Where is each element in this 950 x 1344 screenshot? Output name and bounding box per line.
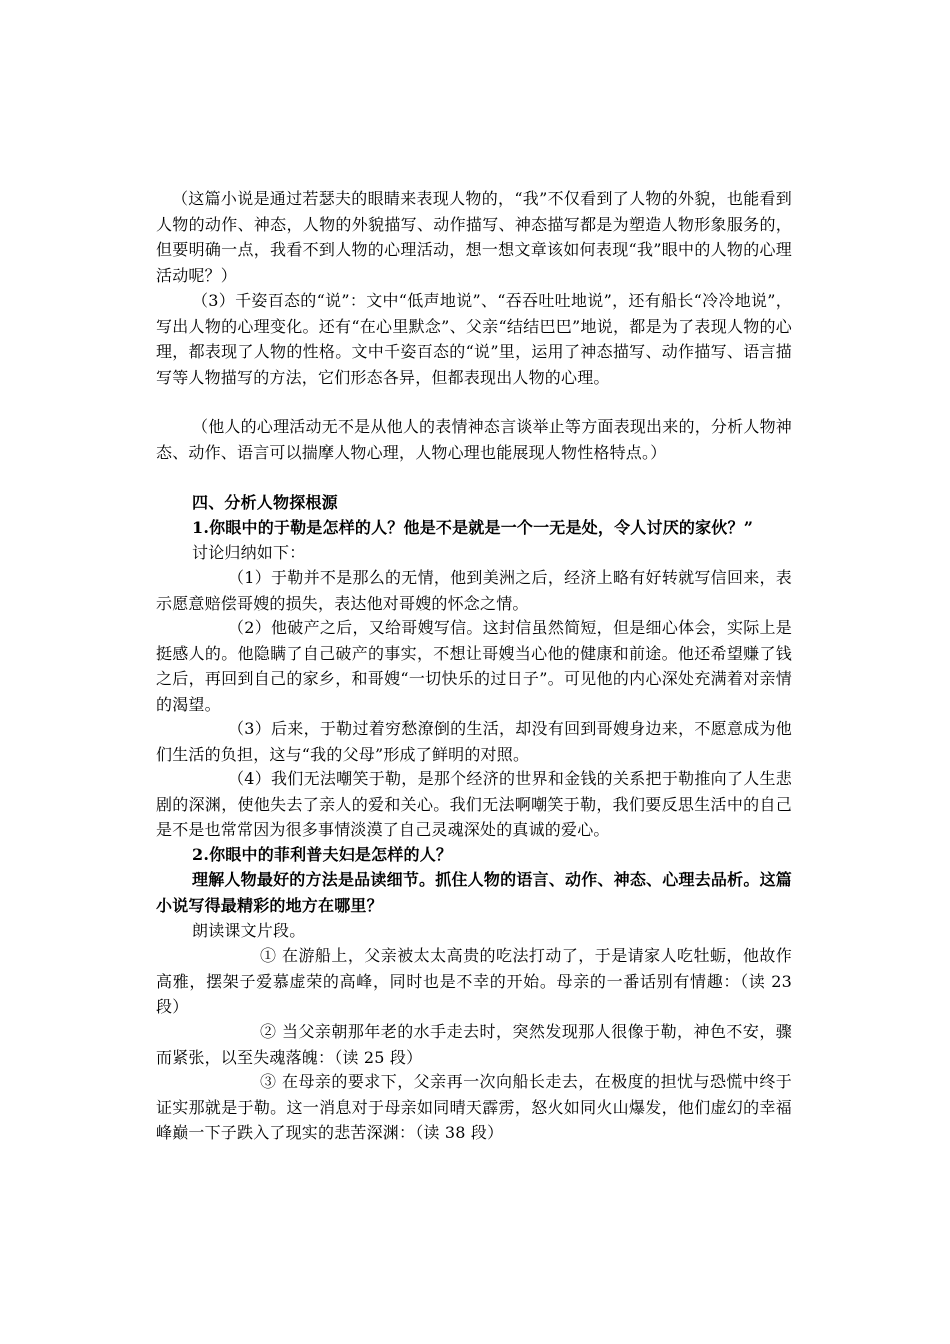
discussion-label: 讨论归纳如下： — [192, 543, 306, 562]
method-paragraph: 理解人物最好的方法是品读细节。抓住人物的语言、动作、神态、心理去品析。这篇小说写得最精彩的地方在哪里？ — [156, 870, 792, 915]
answer-item-4: （4）我们无法嘲笑于勒，是那个经济的世界和金钱的关系把于勒推向了人生悲剧的深渊，使他失去了亲人的爱和关心。我们无法啊嘲笑于勒，我们要反思生活中的自己是不是也常常因为很多事情淡漠了自己灵魂深处的真诚的爱心。 — [156, 769, 792, 839]
question-one: 1.你眼中的于勒是怎样的人？他是不是就是一个一无是处，令人讨厌的家伙？” — [192, 518, 754, 537]
reading-excerpt-1: ① 在游船上，父亲被太太高贵的吃法打动了，于是请家人吃牡蛎，他故作高雅，摆架子爱慕虚荣的高峰，同时也是不幸的开始。母亲的一番话别有情趣：（读 23 段） — [156, 946, 792, 1016]
question-two: 2.你眼中的菲利普夫妇是怎样的人？ — [192, 845, 453, 864]
answer-item-3: （3）后来，于勒过着穷愁潦倒的生活，却没有回到哥嫂身边来，不愿意成为他们生活的负担，这与“我的父母”形成了鲜明的对照。 — [156, 719, 792, 764]
paragraph-various-says: （3）千姿百态的“说”：文中“低声地说”、“吞吞吐吐地说”，还有船长“冷冷地说”，写出人物的心理变化。还有“在心里默念”、父亲“结结巴巴”地说，都是为了表现人物的心理，都表现了人物的性格。文中千姿百态的“说”里，运用了神态描写、动作描写、语言描写等人物描写的方法，它们形态各异，但都表现出人物的心理。 — [156, 291, 792, 387]
reading-excerpt-3: ③ 在母亲的要求下，父亲再一次向船长走去，在极度的担忧与恐慌中终于证实那就是于勒。这一消息对于母亲如同晴天霹雳，怒火如同火山爆发，他们虚幻的幸福峰巅一下子跌入了现实的悲苦深渊：（读 38 段） — [156, 1072, 792, 1142]
section-heading-four: 四、分析人物探根源 — [192, 493, 338, 512]
read-instruction: 朗读课文片段。 — [192, 921, 306, 940]
paragraph-observation-note: （这篇小说是通过若瑟夫的眼睛来表现人物的，“我”不仅看到了人物的外貌，也能看到人物的动作、神态，人物的外貌描写、动作描写、神态描写都是为塑造人物形象服务的，但要明确一点，我看不到人物的心理活动，想一想文章该如何表现“我”眼中的人物的心理活动呢？） — [156, 189, 792, 285]
reading-excerpt-2: ② 当父亲朝那年老的水手走去时，突然发现那人很像于勒，神色不安，骤而紧张，以至失魂落魄：（读 25 段） — [156, 1022, 792, 1067]
answer-item-2: （2）他破产之后，又给哥嫂写信。这封信虽然简短，但是细心体会，实际上是挺感人的。他隐瞒了自己破产的事实，不想让哥嫂当心他的健康和前途。他还希望赚了钱之后，再回到自己的家乡，和哥嫂“一切快乐的过日子”。可见他的内心深处充满着对亲情的渴望。 — [156, 618, 792, 714]
answer-item-1: （1）于勒并不是那么的无情，他到美洲之后，经济上略有好转就写信回来，表示愿意赔偿哥嫂的损失，表达他对哥嫂的怀念之情。 — [156, 568, 792, 613]
paragraph-psychology-note: （他人的心理活动无不是从他人的表情神态言谈举止等方面表现出来的，分析人物神态、动作、语言可以揣摩人物心理，人物心理也能展现人物性格特点。） — [156, 417, 792, 462]
